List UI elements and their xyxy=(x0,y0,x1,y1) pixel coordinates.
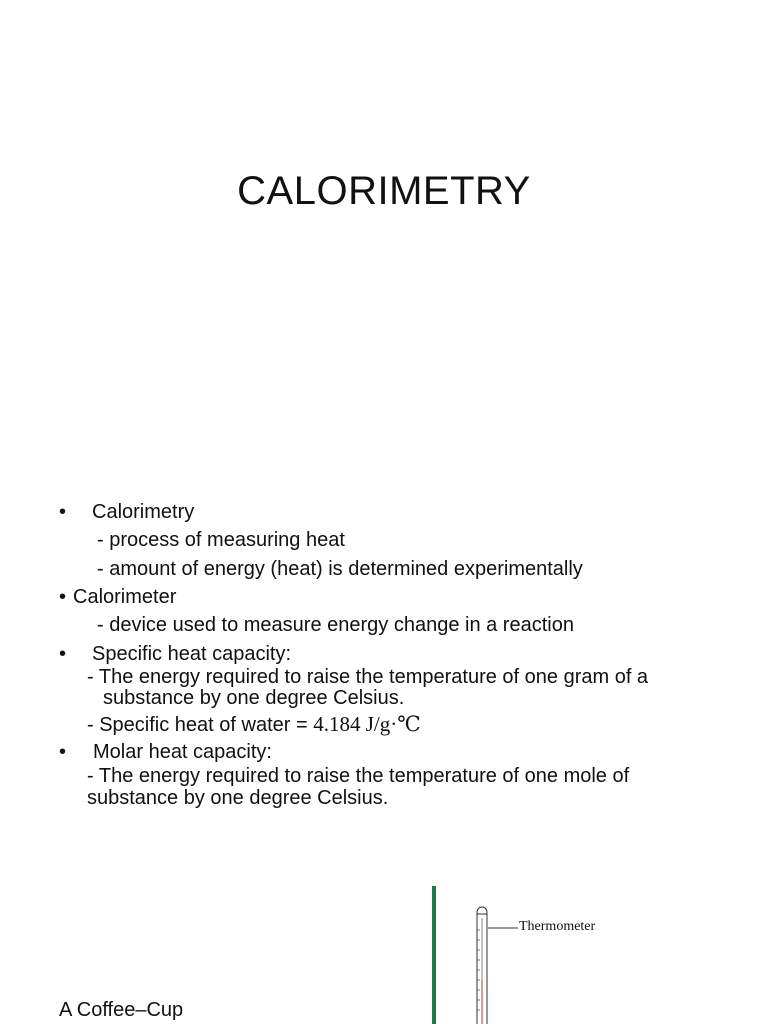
bullet-specific-heat: • xyxy=(59,643,67,665)
molar-heat-line-1: - The energy required to raise the temperature of one mole of xyxy=(87,765,630,787)
calorimetry-line-2: - amount of energy (heat) is determined experimentally xyxy=(97,558,583,580)
specific-heat-line-1: - The energy required to raise the temperature of one gram of a xyxy=(87,666,649,688)
molar-heat-heading: Molar heat capacity: xyxy=(93,741,272,763)
calorimetry-line-1: - process of measuring heat xyxy=(97,529,345,551)
thermometer-icon xyxy=(470,900,520,1024)
figure-caption: A Coffee–Cup xyxy=(59,999,184,1021)
specific-heat-heading: Specific heat capacity: xyxy=(92,643,291,665)
bullet-molar-heat: • xyxy=(59,741,67,763)
bullet-calorimetry: • xyxy=(59,501,67,523)
green-divider-bar xyxy=(432,886,436,1024)
molar-heat-line-2: substance by one degree Celsius. xyxy=(87,787,389,809)
water-prefix: - Specific heat of water = xyxy=(87,714,314,736)
bullet-calorimeter: • xyxy=(59,586,67,608)
specific-heat-water xyxy=(87,712,421,737)
specific-heat-line-2: substance by one degree Celsius. xyxy=(103,687,405,709)
water-value: 4.184 J/g·℃ xyxy=(313,712,421,736)
slide-title: CALORIMETRY xyxy=(237,169,531,213)
calorimeter-heading: Calorimeter xyxy=(73,586,177,608)
calorimeter-line-1: - device used to measure energy change in a reaction xyxy=(97,614,574,636)
thermometer-label: Thermometer xyxy=(519,919,596,934)
calorimetry-heading: Calorimetry xyxy=(92,501,195,523)
